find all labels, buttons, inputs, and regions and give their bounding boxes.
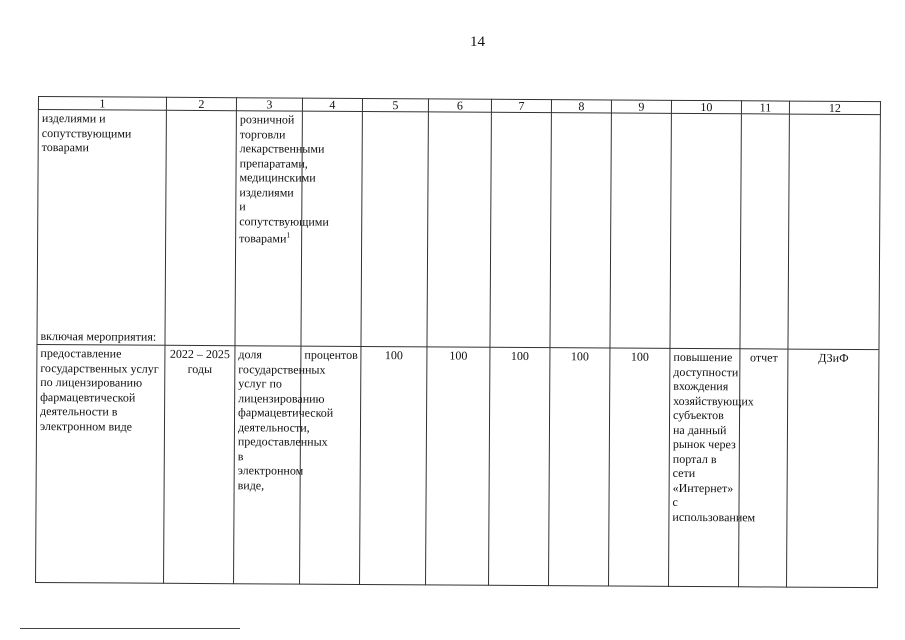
header-cell: 7 — [491, 99, 551, 112]
result-cell: повышение доступности вхождения хозяйствующих субъектов на данный рынок через портал в сети «Интернет» с использованием — [669, 348, 740, 586]
footnote-mark: 1 — [286, 230, 291, 240]
value-cell — [610, 113, 671, 348]
period-cell — [165, 110, 236, 345]
value-cell: 100 — [549, 348, 610, 586]
page-number: 14 — [470, 34, 485, 50]
value-cell: 100 — [489, 347, 550, 585]
value-cell: 100 — [609, 348, 670, 586]
value-cell — [361, 111, 428, 346]
header-cell: 1 — [38, 97, 166, 111]
report-cell: отчет — [739, 349, 788, 587]
footnote-divider — [20, 628, 240, 629]
header-cell: 9 — [611, 100, 671, 113]
measure-text: изделиями и сопутствующими товарами — [41, 111, 132, 155]
table-row — [37, 110, 880, 350]
result-cell — [670, 113, 741, 348]
header-cell: 11 — [741, 101, 789, 114]
indicator-cell — [235, 111, 329, 346]
header-cell: 12 — [789, 101, 880, 115]
including-label: включая мероприятия: — [40, 328, 157, 344]
header-cell: 3 — [236, 98, 302, 111]
responsible-cell — [788, 114, 880, 350]
indicator-text: розничной торговли лекарственными препаратами, медицинскими изделиями и сопутствующими товарами — [239, 112, 329, 246]
unit-cell: процентов — [300, 346, 361, 584]
report-cell — [740, 114, 789, 349]
value-cell: 100 — [426, 347, 490, 585]
measure-cell — [37, 110, 166, 346]
table-row — [36, 344, 879, 587]
measure-cell: предоставление государственных услуг по лицензированию фармацевтической деятельности в электронном виде — [36, 344, 165, 583]
header-cell: 2 — [166, 97, 236, 110]
value-cell: 100 — [360, 346, 427, 584]
responsible-cell: ДЗиФ — [787, 349, 879, 588]
measures-table — [35, 96, 881, 588]
value-cell — [427, 112, 491, 347]
value-cell — [550, 113, 611, 348]
indicator-cell: доля государственных услуг по лицензированию фармацевтической деятельности, предоставленных в электронном виде, — [234, 346, 301, 584]
header-cell: 6 — [428, 99, 491, 112]
header-cell: 8 — [551, 100, 611, 113]
header-cell: 5 — [362, 98, 428, 111]
header-cell: 4 — [302, 98, 362, 111]
header-cell: 10 — [671, 100, 741, 113]
period-cell: 2022 – 2025 годы — [164, 345, 235, 583]
value-cell — [490, 112, 551, 347]
